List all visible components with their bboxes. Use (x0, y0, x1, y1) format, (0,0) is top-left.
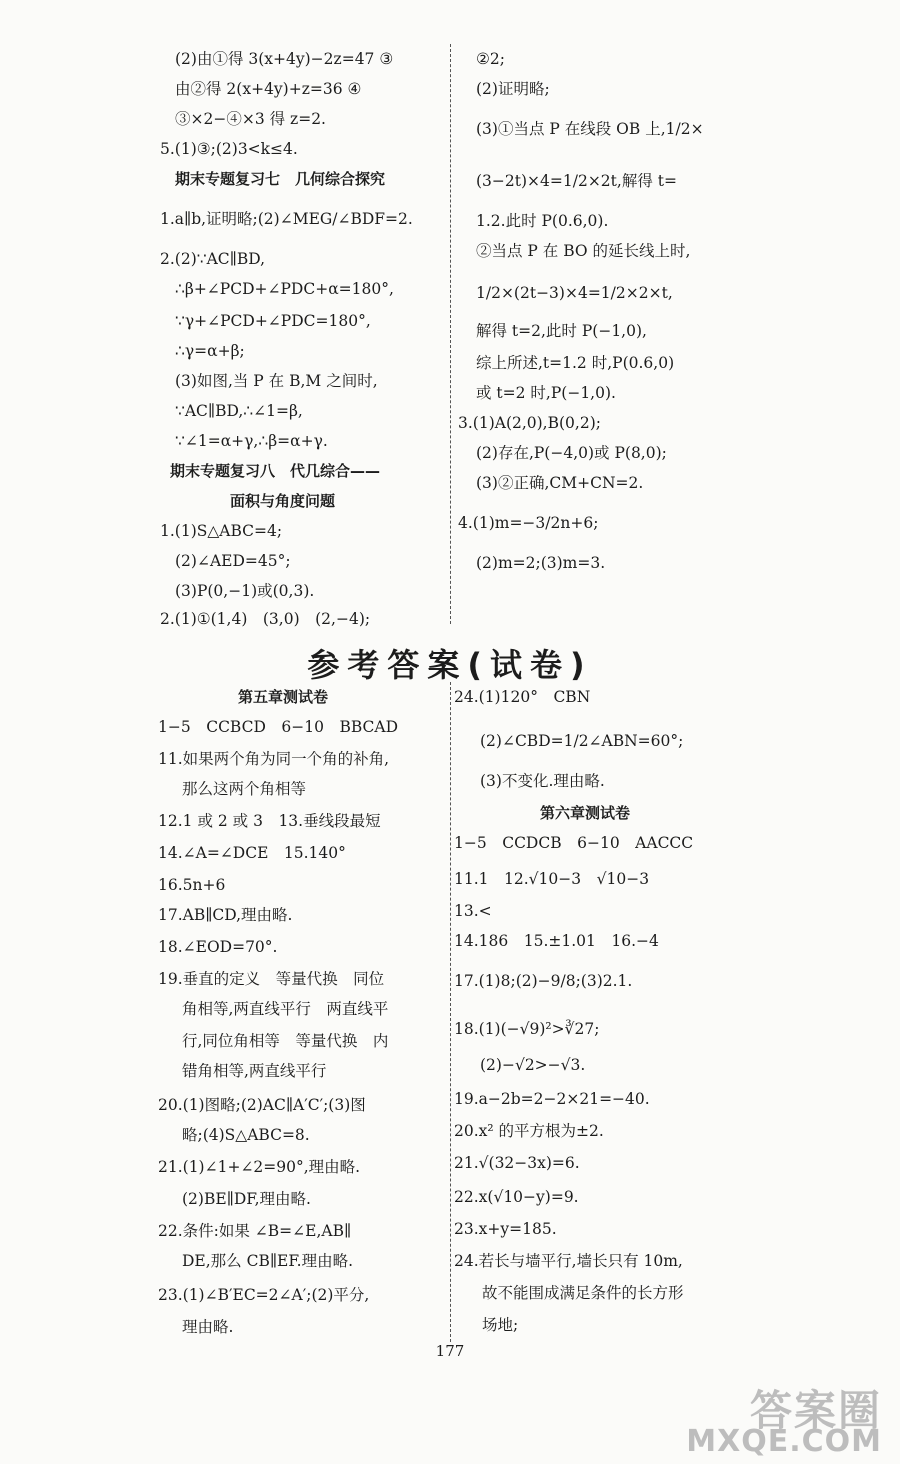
watermark-url: MXQE.COM (686, 1424, 882, 1459)
answer-line: (3)不变化.理由略. (480, 772, 605, 790)
answer-line: 23.(1)∠B′EC=2∠A′;(2)平分, (158, 1286, 370, 1304)
section-heading: 期末专题复习七 几何综合探究 (175, 170, 386, 188)
chapter-heading: 第五章测试卷 (238, 688, 329, 706)
answer-line: 略;(4)S△ABC=8. (182, 1126, 310, 1144)
answer-line: 12.1 或 2 或 3 13.垂线段最短 (158, 812, 381, 830)
answer-line: 23.x+y=185. (454, 1220, 557, 1238)
answer-line: ∵γ+∠PCD+∠PDC=180°, (175, 312, 371, 330)
answer-line: 3.(1)A(2,0),B(0,2); (458, 414, 601, 432)
answer-line: (2)由①得 3(x+4y)−2z=47 ③ (175, 50, 394, 68)
answer-line: ∴γ=α+β; (175, 342, 245, 360)
answer-line: (2)∠AED=45°; (175, 552, 291, 570)
answer-line: 20.(1)图略;(2)AC∥A′C′;(3)图 (158, 1096, 366, 1114)
answer-line: 20.x² 的平方根为±2. (454, 1122, 604, 1140)
answer-line: (3)如图,当 P 在 B,M 之间时, (175, 372, 378, 390)
answer-line: 1−5 CCBCD 6−10 BBCAD (158, 718, 399, 736)
answer-line: 由②得 2(x+4y)+z=36 ④ (175, 80, 362, 98)
answer-line: (3)P(0,−1)或(0,3). (175, 582, 315, 600)
answer-line: 13.< (454, 902, 492, 920)
answer-line: 17.AB∥CD,理由略. (158, 906, 293, 924)
answer-line: 22.x(√10−y)=9. (454, 1188, 579, 1206)
answer-line: 11.1 12.√10−3 √10−3 (454, 870, 650, 888)
answer-line: (3−2t)×4=1/2×2t,解得 t= (476, 172, 677, 190)
answer-line: (2)证明略; (476, 80, 550, 98)
answer-line: 24.(1)120° CBN (454, 688, 591, 706)
answer-line: 1.a∥b,证明略;(2)∠MEG/∠BDF=2. (160, 210, 413, 228)
answer-line: 22.条件:如果 ∠B=∠E,AB∥ (158, 1222, 352, 1240)
answer-line: 1.(1)S△ABC=4; (160, 522, 283, 540)
answer-line: ②当点 P 在 BO 的延长线上时, (476, 242, 691, 260)
answer-line: 18.(1)(−√9)²>∛27; (454, 1020, 600, 1038)
answer-line: 故不能围成满足条件的长方形 (482, 1284, 684, 1302)
answer-line: 19.a−2b=2−2×21=−40. (454, 1090, 650, 1108)
answer-line: 16.5n+6 (158, 876, 226, 894)
answer-line: (3)①当点 P 在线段 OB 上,1/2× (476, 120, 704, 138)
answer-line: 1.2.此时 P(0.6,0). (476, 212, 609, 230)
answer-line: 1/2×(2t−3)×4=1/2×2×t, (476, 284, 673, 302)
answer-line: 17.(1)8;(2)−9/8;(3)2.1. (454, 972, 633, 990)
answer-line: 24.若长与墙平行,墙长只有 10m, (454, 1252, 683, 1270)
answer-line: (3)②正确,CM+CN=2. (476, 474, 644, 492)
answer-line: 错角相等,两直线平行 (182, 1062, 327, 1080)
answer-line: (2)m=2;(3)m=3. (476, 554, 606, 572)
answer-line: 解得 t=2,此时 P(−1,0), (476, 322, 647, 340)
answer-line: 5.(1)③;(2)3<k≤4. (160, 140, 298, 158)
answer-line: 14.186 15.±1.01 16.−4 (454, 932, 659, 950)
answer-line: 21.(1)∠1+∠2=90°,理由略. (158, 1158, 361, 1176)
watermark-logo: 答案圈 (749, 1386, 882, 1435)
answer-line: 行,同位角相等 等量代换 内 (182, 1032, 389, 1050)
answer-line: ②2; (476, 50, 505, 68)
answer-line: ∵AC∥BD,∴∠1=β, (175, 402, 303, 420)
section-heading: 面积与角度问题 (230, 492, 336, 510)
page-number: 177 (435, 1342, 465, 1360)
section-title: 参考答案(试卷) (307, 646, 593, 684)
answer-line: 2.(1)①(1,4) (3,0) (2,−4); (160, 610, 371, 628)
answer-line: (2)∠CBD=1/2∠ABN=60°; (480, 732, 684, 750)
answer-line: 4.(1)m=−3/2n+6; (458, 514, 599, 532)
answer-line: 1−5 CCDCB 6−10 AACCC (454, 834, 694, 852)
chapter-heading: 第六章测试卷 (540, 804, 631, 822)
section-heading: 期末专题复习八 代几综合—— (170, 462, 381, 480)
top-column-divider (450, 44, 451, 624)
answer-line: ∵∠1=α+γ,∴β=α+γ. (175, 432, 328, 450)
answer-line: (2)BE∥DF,理由略. (182, 1190, 311, 1208)
answer-line: 角相等,两直线平行 两直线平 (182, 1000, 389, 1018)
answer-line: 14.∠A=∠DCE 15.140° (158, 844, 346, 862)
answer-line: (2)−√2>−√3. (480, 1056, 586, 1074)
answer-line: 或 t=2 时,P(−1,0). (476, 384, 616, 402)
answer-line: DE,那么 CB∥EF.理由略. (182, 1252, 354, 1270)
answer-line: 18.∠EOD=70°. (158, 938, 278, 956)
answer-line: 综上所述,t=1.2 时,P(0.6,0) (476, 354, 675, 372)
answer-line: 21.√(32−3x)=6. (454, 1154, 580, 1172)
answer-line: 那么这两个角相等 (182, 780, 307, 798)
answer-line: 19.垂直的定义 等量代换 同位 (158, 970, 385, 988)
bottom-column-divider (450, 682, 451, 1342)
answer-line: 理由略. (182, 1318, 234, 1336)
answer-line: ∴β+∠PCD+∠PDC+α=180°, (175, 280, 394, 298)
answer-line: ③×2−④×3 得 z=2. (175, 110, 326, 128)
answer-line: 11.如果两个角为同一个角的补角, (158, 750, 390, 768)
answer-line: (2)存在,P(−4,0)或 P(8,0); (476, 444, 667, 462)
answer-line: 2.(2)∵AC∥BD, (160, 250, 266, 268)
answer-line: 场地; (482, 1316, 519, 1334)
